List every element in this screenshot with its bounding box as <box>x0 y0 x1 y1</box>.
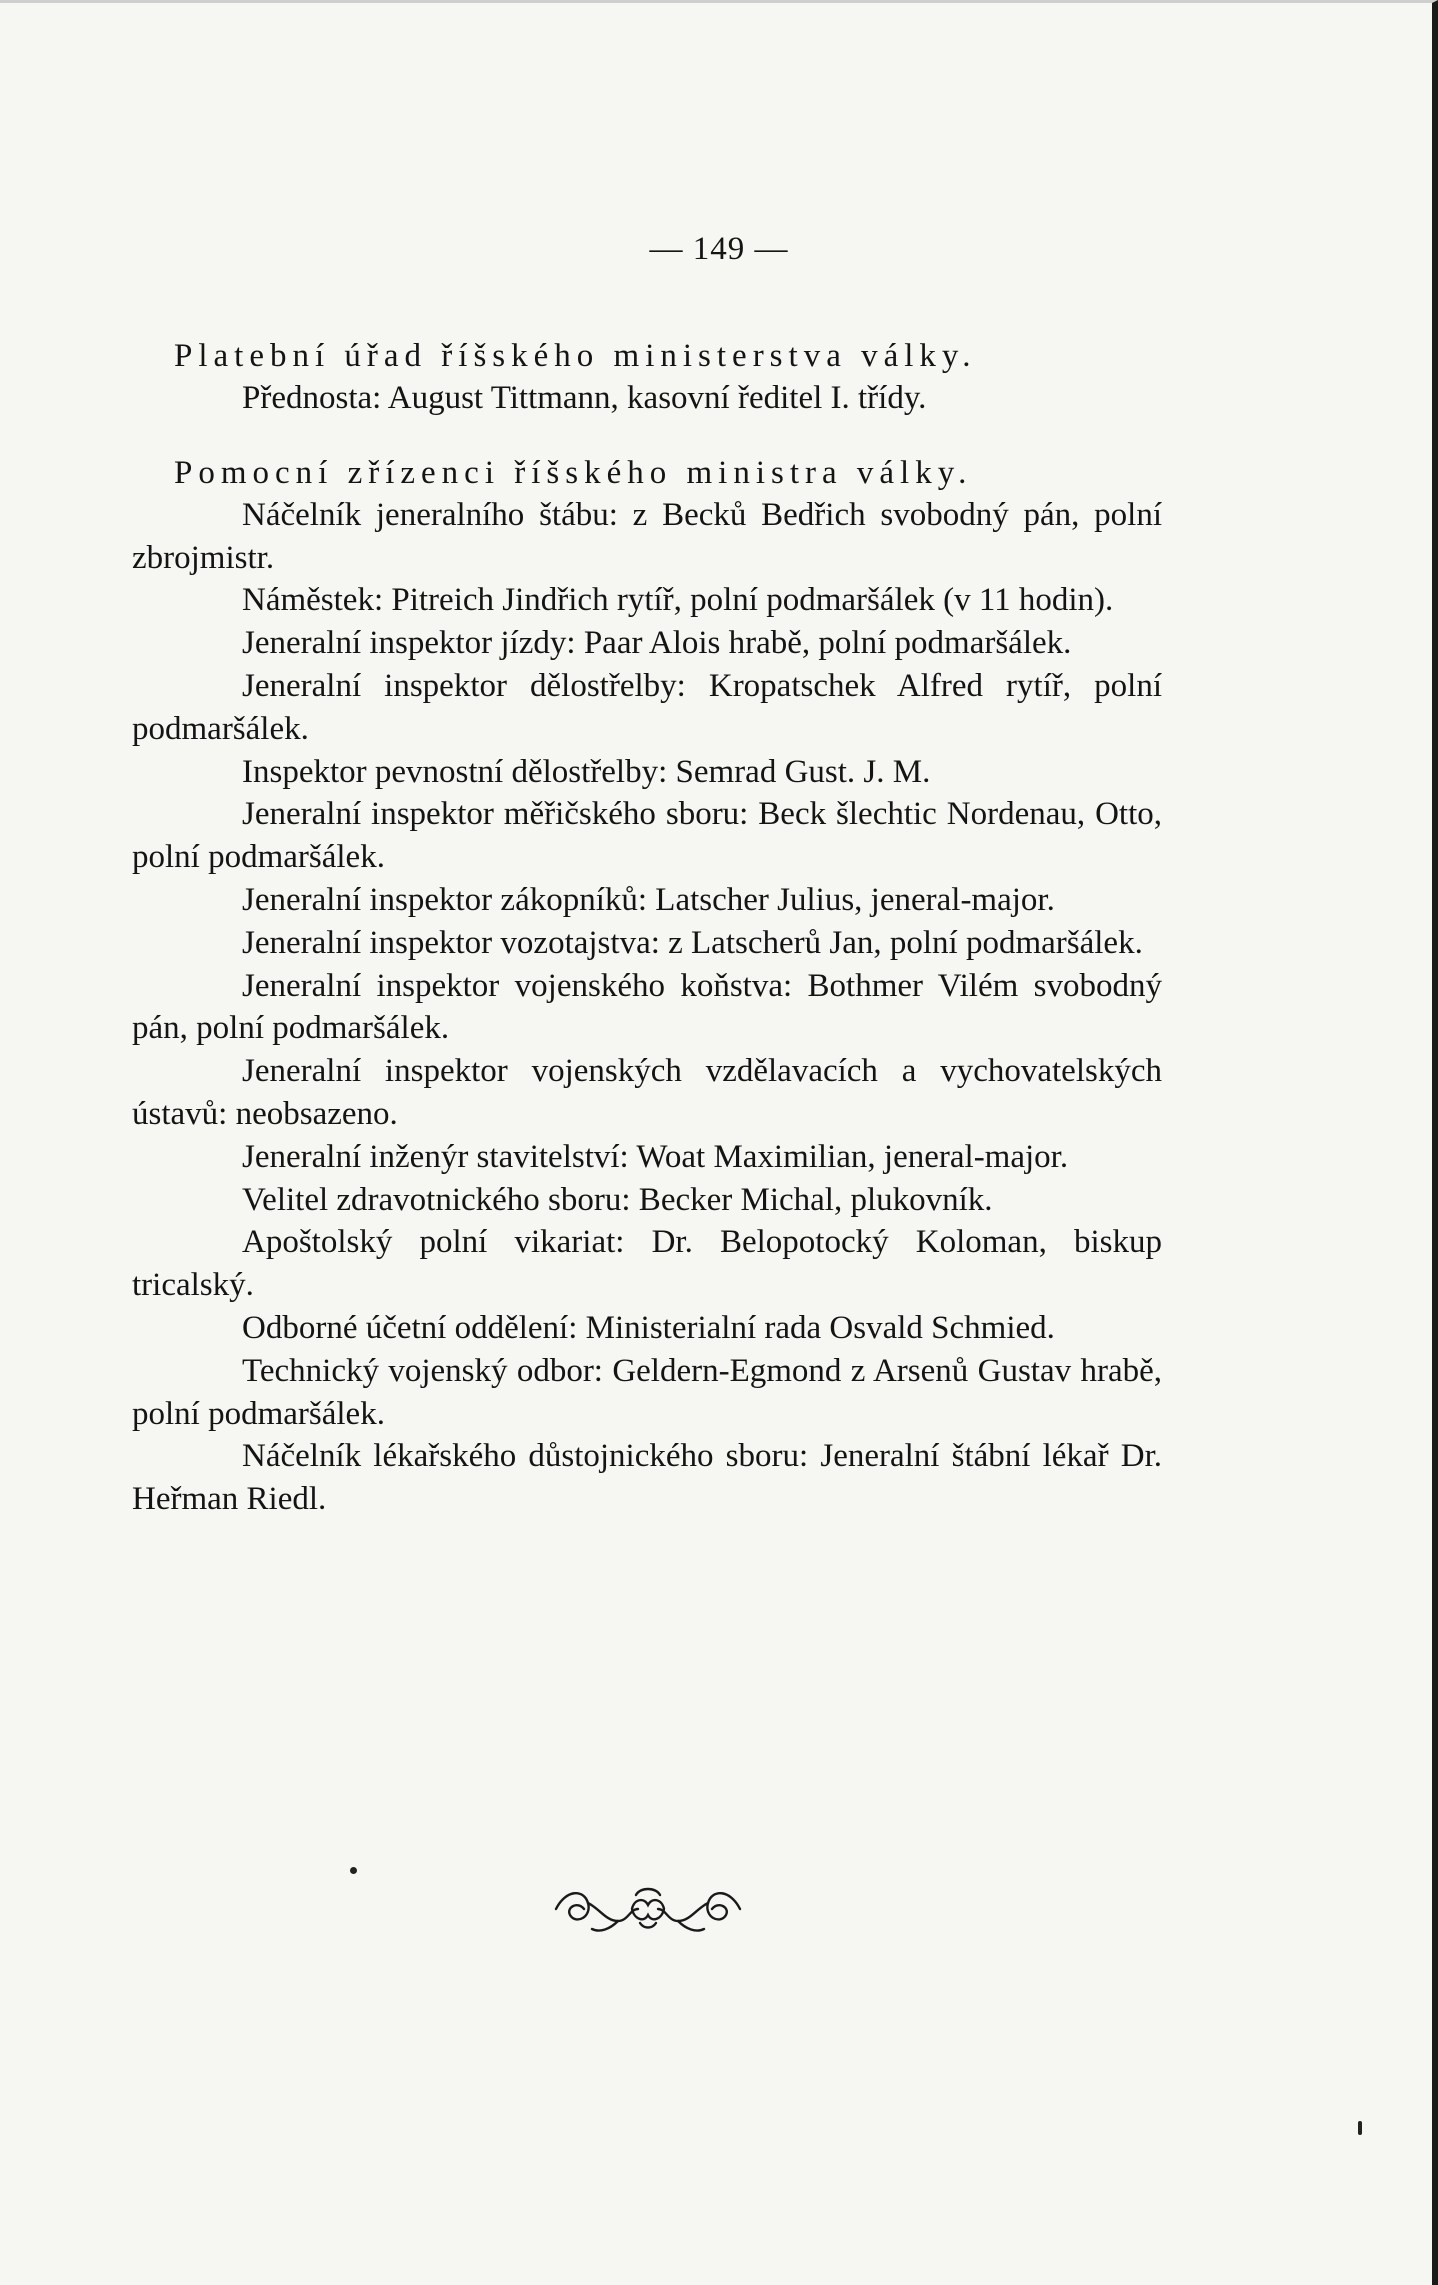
entry: Technický vojenský odbor: Geldern-Egmond z Arsenů Gustav hrabě, polní podmaršálek. <box>132 1352 1162 1432</box>
entry: Jeneralní inspektor vozotajstva: z Latscherů Jan, polní podmaršálek. <box>242 924 1143 961</box>
entry: Náčelník lékařského důstojnického sboru: Jeneralní štábní lékař Dr. Heřman Riedl. <box>132 1438 1162 1518</box>
ink-speck <box>350 1867 357 1874</box>
entry: Náměstek: Pitreich Jindřich rytíř, polní podmaršálek (v 11 hodin). <box>242 582 1114 619</box>
page-number: — 149 — <box>649 231 789 267</box>
entry: Přednosta: August Tittmann, kasovní ředitel I. třídy. <box>242 380 927 416</box>
entry: Apoštolský polní vikariat: Dr. Belopotocký Koloman, biskup tricalský. <box>132 1224 1162 1304</box>
ornament-flourish-icon <box>548 1879 748 1939</box>
entry: Jeneralní inspektor zákopníků: Latscher Julius, jeneral-major. <box>242 881 1055 918</box>
entry: Jeneralní inspektor jízdy: Paar Alois hrabě, polní podmaršálek. <box>242 625 1072 662</box>
entry: Jeneralní inspektor měřičského sboru: Beck šlechtic Nordenau, Otto, polní podmaršálek. <box>132 796 1162 876</box>
section-heading: Pomocní zřízenci říšského ministra války. <box>174 454 973 491</box>
section-gap <box>132 420 1162 452</box>
entry: Velitel zdravotnického sboru: Becker Michal, plukovník. <box>242 1181 993 1218</box>
entry: Jeneralní inženýr stavitelství: Woat Maximilian, jeneral-major. <box>242 1138 1069 1175</box>
entry: Jeneralní inspektor dělostřelby: Kropatschek Alfred rytíř, polní podmaršálek. <box>132 667 1162 747</box>
entry: Jeneralní inspektor vojenských vzdělavacích a vychovatelských ústavů: neobsazeno. <box>132 1053 1162 1132</box>
ink-speck <box>1358 2121 1362 2135</box>
entry: Inspektor pevnostní dělostřelby: Semrad Gust. J. M. <box>242 753 931 790</box>
section-heading: Platební úřad říšského ministerstva války. <box>174 338 977 374</box>
entry: Náčelník jeneralního štábu: z Becků Bedřich svobodný pán, polní zbrojmistr. <box>132 496 1162 576</box>
entry: Jeneralní inspektor vojenského koňstva: Bothmer Vilém svobodný pán, polní podmaršálek. <box>132 967 1162 1047</box>
document-body <box>132 335 1162 1521</box>
entry: Odborné účetní oddělení: Ministerialní rada Osvald Schmied. <box>242 1309 1055 1346</box>
